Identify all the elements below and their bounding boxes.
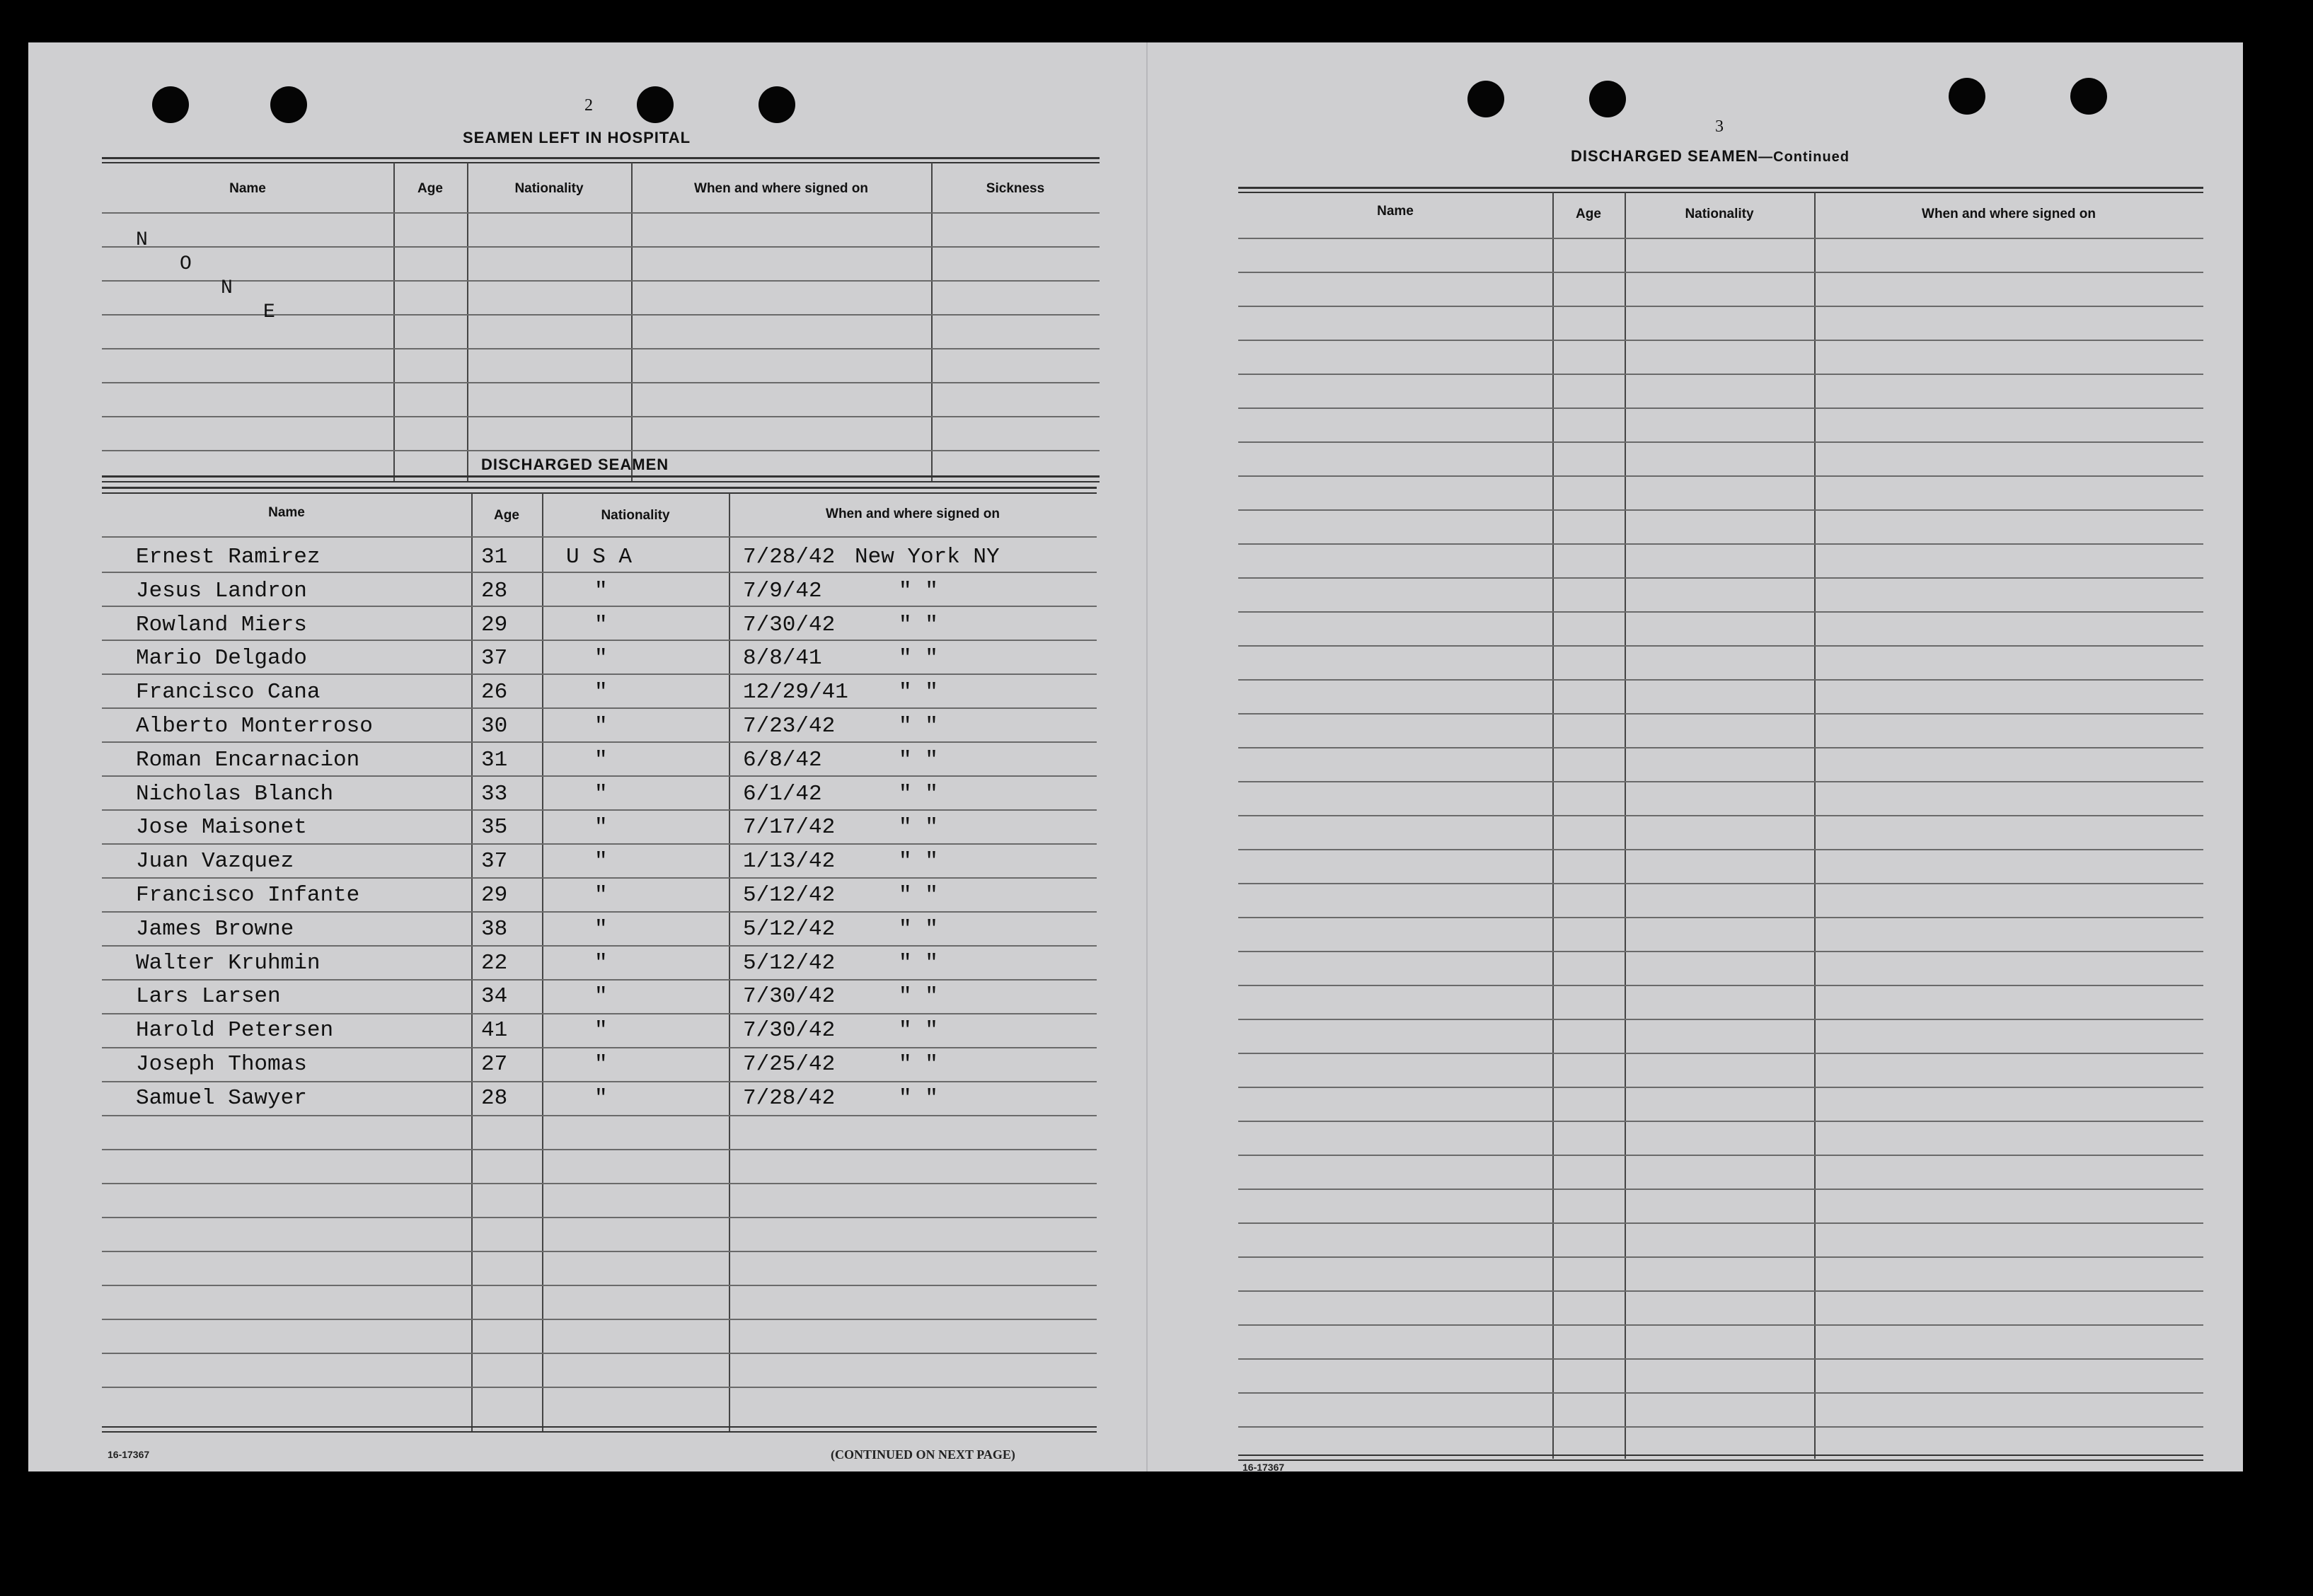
punch-hole (637, 86, 674, 123)
table-row-line (102, 741, 1097, 743)
table-row-line (1238, 475, 2203, 477)
signed-on-place: " " (899, 680, 938, 705)
seaman-name: Jose Maisonet (136, 815, 307, 840)
page-number: 3 (1715, 117, 1724, 136)
signed-on-place: " " (899, 1052, 938, 1077)
table-row-line (102, 911, 1097, 913)
entry-letter: E (263, 301, 275, 323)
table-row-line (1238, 1324, 2203, 1326)
signed-on-place: " " (899, 951, 938, 976)
table-row-line (102, 572, 1097, 573)
seaman-name: Roman Encarnacion (136, 748, 360, 773)
table-row-line (102, 1285, 1097, 1286)
seaman-nationality: " (594, 1052, 608, 1077)
seaman-age: 37 (481, 849, 508, 874)
signed-on-date: 6/8/42 (743, 748, 822, 773)
table-row-line (1238, 1019, 2203, 1020)
signed-on-date: 5/12/42 (743, 883, 836, 908)
signed-on-place: " " (899, 748, 938, 773)
signed-on-date: 7/28/42 (743, 545, 836, 569)
col-header-sickness: Sickness (986, 181, 1045, 196)
seaman-age: 27 (481, 1052, 508, 1077)
table-row-line (102, 775, 1097, 777)
seaman-nationality: " (594, 815, 608, 840)
table-row-line (1238, 747, 2203, 748)
table-row-line (1238, 1256, 2203, 1258)
seaman-name: Mario Delgado (136, 646, 307, 671)
seaman-nationality: " (594, 782, 608, 806)
signed-on-place: " " (899, 613, 938, 637)
table-row-line (1238, 509, 2203, 511)
table-row-line (1238, 1290, 2203, 1292)
table-row-line (102, 809, 1097, 811)
seaman-nationality: U S A (566, 545, 633, 569)
table-row-line (1238, 679, 2203, 681)
col-header-signed-on: When and where signed on (694, 181, 868, 196)
hospital-section-title: SEAMEN LEFT IN HOSPITAL (463, 129, 691, 146)
seaman-age: 30 (481, 714, 508, 739)
form-number: 16-17367 (108, 1449, 150, 1460)
signed-on-date: 7/17/42 (743, 815, 836, 840)
table-row-line (1238, 272, 2203, 273)
punch-hole (1949, 78, 1985, 115)
signed-on-date: 7/25/42 (743, 1052, 836, 1077)
table-row-line (102, 673, 1097, 675)
table-row-line (102, 1217, 1097, 1218)
form-number: 16-17367 (1242, 1462, 1285, 1473)
table-row-line (1238, 781, 2203, 782)
table-row-line (1238, 1121, 2203, 1122)
table-row-line (1238, 1426, 2203, 1428)
seaman-name: Francisco Cana (136, 680, 321, 705)
seaman-age: 26 (481, 680, 508, 705)
seaman-name: Alberto Monterroso (136, 714, 373, 739)
signed-on-date: 7/30/42 (743, 1018, 836, 1043)
seaman-nationality: " (594, 714, 608, 739)
continued-note: (CONTINUED ON NEXT PAGE) (831, 1447, 1015, 1462)
seaman-name: Samuel Sawyer (136, 1086, 307, 1111)
seaman-name: Francisco Infante (136, 883, 360, 908)
table-row-line (102, 1047, 1097, 1048)
table-row-line (102, 979, 1097, 981)
signed-on-place: " " (899, 1018, 938, 1043)
signed-on-date: 8/8/41 (743, 646, 822, 671)
col-header-signed-on: When and where signed on (826, 507, 1000, 521)
entry-letter: N (136, 229, 148, 251)
table-row-line (102, 1319, 1097, 1320)
table-row-line (102, 1353, 1097, 1354)
seaman-nationality: " (594, 951, 608, 976)
table-row-line (102, 606, 1097, 607)
seaman-age: 22 (481, 951, 508, 976)
signed-on-date: 12/29/41 (743, 680, 848, 705)
col-header-nationality: Nationality (514, 181, 584, 196)
table-row-line (1238, 1189, 2203, 1190)
seaman-age: 31 (481, 545, 508, 569)
seaman-nationality: " (594, 849, 608, 874)
seaman-nationality: " (594, 748, 608, 773)
table-row-line (1238, 883, 2203, 884)
table-row-line (1238, 951, 2203, 952)
signed-on-date: 7/30/42 (743, 984, 836, 1009)
signed-on-place: " " (899, 984, 938, 1009)
seaman-age: 38 (481, 917, 508, 942)
signed-on-date: 7/30/42 (743, 613, 836, 637)
punch-hole (1589, 81, 1626, 117)
seaman-nationality: " (594, 917, 608, 942)
table-row-line (102, 843, 1097, 845)
seaman-age: 28 (481, 579, 508, 603)
table-row-line (1238, 1087, 2203, 1088)
discharged-section-title: DISCHARGED SEAMEN (481, 456, 669, 473)
signed-on-place: " " (899, 815, 938, 840)
col-header-nationality: Nationality (601, 508, 670, 523)
signed-on-place: " " (899, 1086, 938, 1111)
seaman-nationality: " (594, 1086, 608, 1111)
signed-on-place: " " (899, 782, 938, 806)
seaman-age: 34 (481, 984, 508, 1009)
seaman-age: 28 (481, 1086, 508, 1111)
signed-on-place: " " (899, 646, 938, 671)
col-header-age: Age (1576, 207, 1601, 221)
table-row-line (1238, 645, 2203, 647)
seaman-name: Juan Vazquez (136, 849, 294, 874)
table-row-line (1238, 1155, 2203, 1156)
table-row-line (1238, 1222, 2203, 1224)
signed-on-place: " " (899, 579, 938, 603)
col-header-name: Name (229, 181, 266, 196)
seaman-age: 33 (481, 782, 508, 806)
punch-hole (1467, 81, 1504, 117)
seaman-name: Rowland Miers (136, 613, 307, 637)
col-header-signed-on: When and where signed on (1922, 207, 2096, 221)
col-header-nationality: Nationality (1685, 207, 1754, 221)
signed-on-date: 7/9/42 (743, 579, 822, 603)
table-row-line (102, 1387, 1097, 1388)
table-row-line (1238, 713, 2203, 715)
table-row-line (1238, 306, 2203, 307)
table-row-line (1238, 238, 2203, 239)
seaman-nationality: " (594, 646, 608, 671)
table-row-line (102, 1081, 1097, 1082)
table-row-line (102, 1183, 1097, 1184)
punch-hole (152, 86, 189, 123)
table-row-line (1238, 985, 2203, 986)
table-row-line (102, 877, 1097, 879)
seaman-name: Lars Larsen (136, 984, 281, 1009)
table-row-line (102, 640, 1097, 641)
seaman-nationality: " (594, 680, 608, 705)
right-page (1146, 42, 2243, 1471)
col-header-age: Age (494, 508, 519, 523)
seaman-age: 41 (481, 1018, 508, 1043)
seaman-age: 31 (481, 748, 508, 773)
seaman-age: 37 (481, 646, 508, 671)
form-sheet (28, 42, 2243, 1471)
entry-letter: O (180, 253, 192, 275)
table-row-line (1238, 577, 2203, 579)
seaman-name: Jesus Landron (136, 579, 307, 603)
seaman-name: Nicholas Blanch (136, 782, 334, 806)
col-header-name: Name (268, 505, 305, 520)
seaman-name: Harold Petersen (136, 1018, 334, 1043)
table-row-line (1238, 1392, 2203, 1394)
entry-letter: N (221, 277, 233, 299)
signed-on-date: 5/12/42 (743, 917, 836, 942)
table-row-line (1238, 441, 2203, 443)
seaman-nationality: " (594, 1018, 608, 1043)
table-row-line (1238, 1053, 2203, 1054)
table-row-line (1238, 815, 2203, 816)
table-row-line (1238, 407, 2203, 409)
seaman-age: 35 (481, 815, 508, 840)
col-header-age: Age (417, 181, 443, 196)
table-row-line (1238, 543, 2203, 545)
seaman-age: 29 (481, 613, 508, 637)
table-row-line (102, 1149, 1097, 1150)
table-row-line (1238, 611, 2203, 613)
seaman-nationality: " (594, 579, 608, 603)
table-row-line (102, 1013, 1097, 1014)
table-row-line (102, 945, 1097, 947)
seaman-age: 29 (481, 883, 508, 908)
seaman-nationality: " (594, 984, 608, 1009)
table-row-line (1238, 849, 2203, 850)
punch-hole (758, 86, 795, 123)
continued-section-title: DISCHARGED SEAMEN—Continued (1571, 147, 1850, 165)
seaman-name: James Browne (136, 917, 294, 942)
seaman-name: Ernest Ramirez (136, 545, 321, 569)
signed-on-place: " " (899, 883, 938, 908)
signed-on-date: 1/13/42 (743, 849, 836, 874)
seaman-name: Joseph Thomas (136, 1052, 307, 1077)
signed-on-date: 6/1/42 (743, 782, 822, 806)
page-number: 2 (584, 96, 593, 115)
signed-on-place: " " (899, 917, 938, 942)
table-row-line (1238, 340, 2203, 341)
table-row-line (1238, 374, 2203, 375)
signed-on-place: " " (899, 714, 938, 739)
signed-on-date: 5/12/42 (743, 951, 836, 976)
table-row-line (102, 1251, 1097, 1252)
seaman-nationality: " (594, 883, 608, 908)
punch-hole (2070, 78, 2107, 115)
signed-on-date: 7/28/42 (743, 1086, 836, 1111)
signed-on-place: " " (899, 849, 938, 874)
col-header-name: Name (1377, 204, 1414, 219)
signed-on-date: 7/23/42 (743, 714, 836, 739)
table-row-line (1238, 1358, 2203, 1360)
seaman-name: Walter Kruhmin (136, 951, 321, 976)
seaman-nationality: " (594, 613, 608, 637)
table-row-line (102, 707, 1097, 709)
punch-hole (270, 86, 307, 123)
table-row-line (1238, 917, 2203, 918)
left-page (28, 42, 1146, 1471)
signed-on-place: New York NY (855, 545, 1000, 569)
table-row-line (102, 1115, 1097, 1116)
